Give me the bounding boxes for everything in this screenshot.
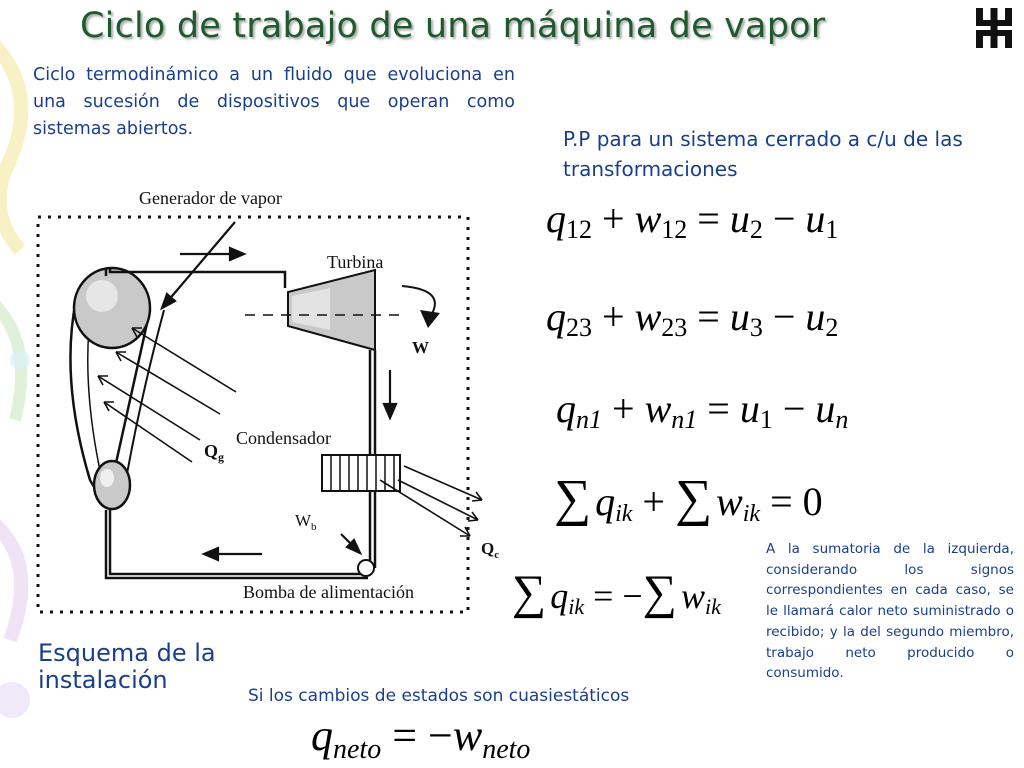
qg-label: $Q_g$ bbox=[204, 441, 225, 464]
equation-5: ∑ qik = −∑ wik bbox=[512, 566, 721, 619]
turbina-label: Turbina bbox=[327, 252, 384, 272]
utn-logo bbox=[972, 6, 1016, 50]
generador-label: Generador de vapor bbox=[139, 188, 282, 208]
equation-2: q23 + w23 = u3 − u2 bbox=[546, 294, 839, 342]
turbine bbox=[245, 270, 440, 350]
intro-paragraph: Ciclo termodinámico a un fluido que evoluciona en una sucesión de dispositivos que operan como sistemas abiertos. bbox=[33, 65, 515, 139]
work-w-label: W bbox=[412, 338, 429, 357]
wb-label: $W_b$ bbox=[295, 511, 317, 533]
slide-title: Ciclo de trabajo de una máquina de vapor bbox=[80, 6, 826, 46]
equation-3: qn1 + wn1 = u1 − un bbox=[556, 386, 849, 434]
esquema-label: Esquema de la instalación bbox=[38, 639, 216, 694]
feed-pump bbox=[358, 560, 374, 576]
pp-description: P.P para un sistema cerrado a c/u de las transformaciones bbox=[563, 127, 963, 181]
equation-6: qneto = −wneto bbox=[311, 711, 531, 765]
equation-1: q12 + w12 = u2 − u1 bbox=[546, 196, 839, 244]
qc-label: $Q_c$ bbox=[481, 539, 500, 561]
cuasiestatico-text: Si los cambios de estados son cuasiestáticos bbox=[248, 686, 630, 706]
summation-note: A la sumatoria de la izquierda, considerando los signos correspondientes en cada caso, se le llamará calor neto suministrado o recibido; y la del segundo miembro, trabajo neto producido o consumido. bbox=[766, 541, 1014, 682]
steam-plant-diagram bbox=[30, 180, 510, 620]
bomba-label: Bomba de alimentación bbox=[243, 582, 414, 602]
net-equation bbox=[305, 706, 585, 768]
equation-4: ∑ qik + ∑ wik = 0 bbox=[554, 470, 823, 527]
condensador-label: Condensador bbox=[236, 428, 331, 448]
